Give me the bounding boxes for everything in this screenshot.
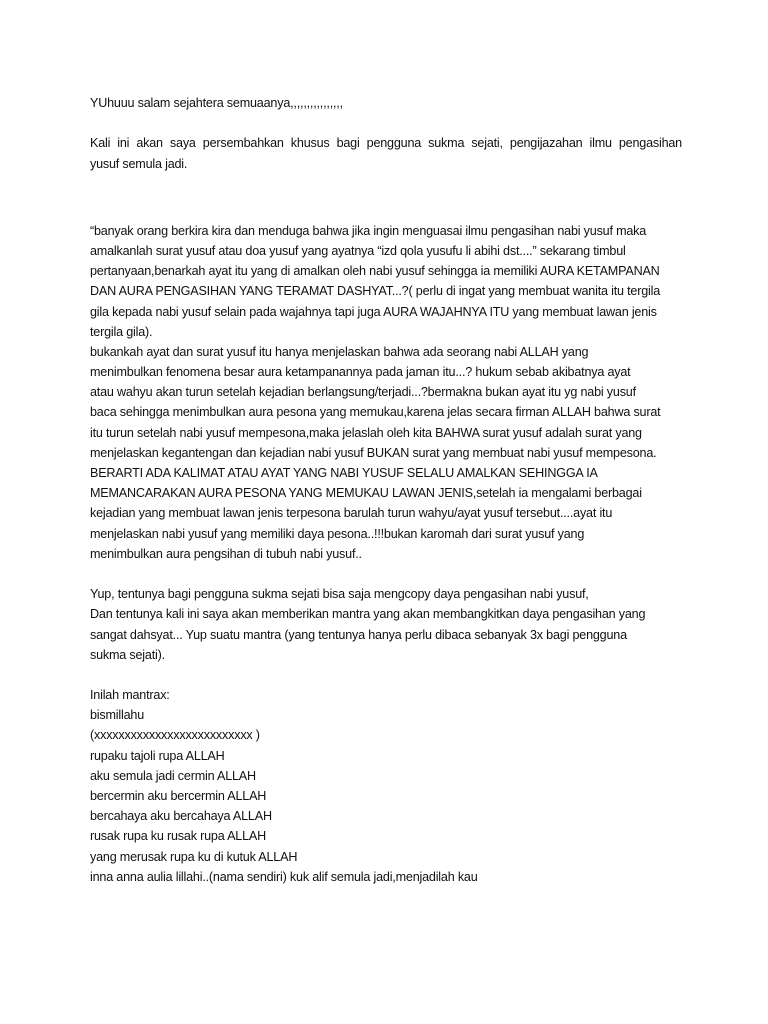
text-line: kejadian yang membuat lawan jenis terpesona barulah turun wahyu/ayat yusuf tersebut....ayat itu — [90, 506, 613, 521]
mantra-line: bercahaya aku bercahaya ALLAH — [90, 809, 272, 824]
mantra-line: yang merusak rupa ku di kutuk ALLAH — [90, 849, 298, 864]
text-line: amalkanlah surat yusuf atau doa yusuf yang ayatnya “izd qola yusufu li abihi dst....” sekarang timbul — [90, 243, 626, 258]
text-line: sangat dahsyat... Yup suatu mantra (yang tentunya hanya perlu dibaca sebanyak 3x bagi pengguna — [90, 627, 627, 642]
text-line: menjelaskan kegantengan dan kejadian nabi yusuf BUKAN surat yang membuat nabi yusuf mempesona. — [90, 445, 657, 460]
text-line: pertanyaan,benarkah ayat itu yang di amalkan oleh nabi yusuf sehingga ia memiliki AURA KETAMPANAN — [90, 264, 660, 279]
text-line: menimbulkan fenomena besar aura ketampanannya pada jaman itu...? hukum sebab akibatnya ayat — [90, 365, 631, 380]
mantra-line: inna anna aulia lillahi..(nama sendiri) kuk alif semula jadi,menjadilah kau — [90, 869, 478, 884]
mantra-line: aku semula jadi cermin ALLAH — [90, 768, 256, 783]
text-line: sukma sejati). — [90, 647, 165, 662]
spacer — [90, 174, 682, 221]
text-line: MEMANCARAKAN AURA PESONA YANG MEMUKAU LAWAN JENIS,setelah ia mengalami berbagai — [90, 486, 642, 501]
mantra-line: rupaku tajoli rupa ALLAH — [90, 748, 225, 763]
paragraph-main — [90, 221, 682, 564]
text-line: DAN AURA PENGASIHAN YANG TERAMAT DASHYAT...?( perlu di ingat yang membuat wanita itu tergila — [90, 284, 660, 299]
text-line: Dan tentunya kali ini saya akan memberikan mantra yang akan membangkitkan daya pengasihan yang — [90, 607, 646, 622]
text-line: gila kepada nabi yusuf selain pada wajahnya tapi juga AURA WAJAHNYA ITU yang membuat lawan jenis — [90, 304, 657, 319]
text-line: atau wahyu akan turun setelah kejadian berlangsung/terjadi...?bermakna bukan ayat itu yg nabi yusuf — [90, 385, 636, 400]
intro-line: yusuf semula jadi. — [90, 156, 188, 171]
greeting-line: YUhuuu salam sejahtera semuaanya,,,,,,,,,,,,,,,, — [90, 96, 343, 110]
mantra-line: bercermin aku bercermin ALLAH — [90, 789, 267, 803]
paragraph-second — [90, 584, 682, 665]
mantra-heading: Inilah mantrax: — [90, 688, 170, 703]
mantra-line: (xxxxxxxxxxxxxxxxxxxxxxxxxx ) — [90, 728, 260, 743]
text-line: baca sehingga menimbulkan aura pesona yang memukau,karena jelas secara firman ALLAH bahwa surat — [90, 405, 661, 420]
spacer — [90, 564, 682, 584]
text-line: bukankah ayat dan surat yusuf itu hanya menjelaskan bahwa ada seorang nabi ALLAH yang — [90, 344, 589, 359]
text-line: Yup, tentunya bagi pengguna sukma sejati bisa saja mengcopy daya pengasihan nabi yusuf, — [90, 587, 589, 602]
mantra-block — [90, 685, 682, 887]
text-line: “banyak orang berkira kira dan menduga bahwa jika ingin menguasai ilmu pengasihan nabi yusuf maka — [90, 223, 647, 238]
text-line: tergila gila). — [90, 324, 153, 339]
text-line: menjelaskan nabi yusuf yang memiliki daya pesona..!!!bukan karomah dari surat yusuf yang — [90, 526, 585, 541]
text-line: itu turun setelah nabi yusuf mempesona,maka jelaslah oleh kita BAHWA surat yusuf adalah surat yang — [90, 425, 642, 440]
text-line: BERARTI ADA KALIMAT ATAU AYAT YANG NABI YUSUF SELALU AMALKAN SEHINGGA IA — [90, 466, 598, 480]
document-page — [90, 93, 682, 887]
mantra-line: bismillahu — [90, 708, 144, 723]
spacer — [90, 665, 682, 685]
intro-line: Kali ini akan saya persembahkan khusus bagi pengguna sukma sejati, pengijazahan ilmu pengasihan — [90, 136, 682, 151]
mantra-line: rusak rupa ku rusak rupa ALLAH — [90, 829, 267, 844]
spacer — [90, 113, 682, 133]
text-line: menimbulkan aura pengsihan di tubuh nabi yusuf.. — [90, 546, 362, 561]
